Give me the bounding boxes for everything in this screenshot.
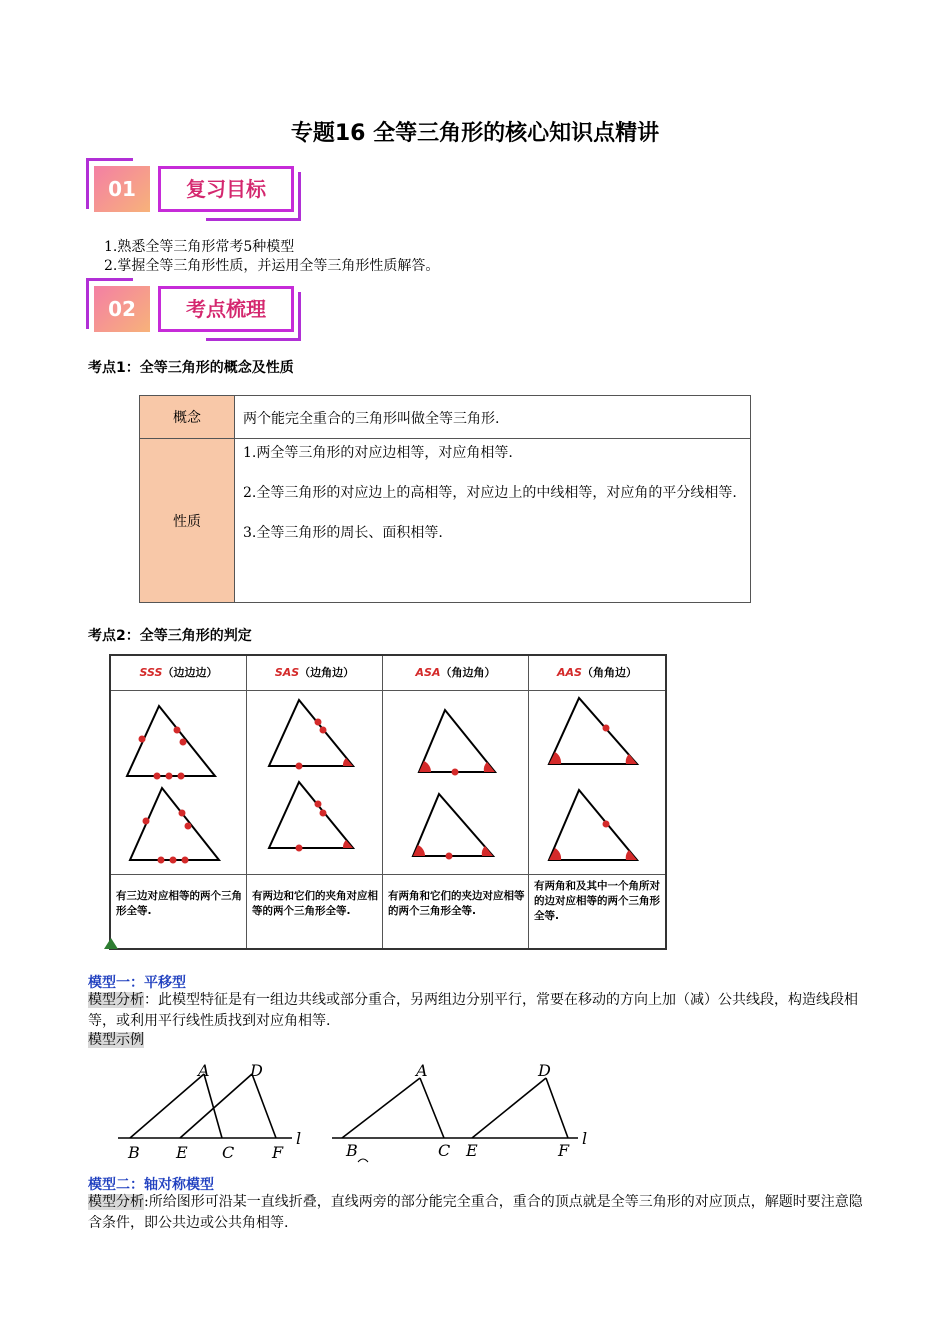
green-marker-icon: [104, 938, 118, 949]
criteria-description: 有两角和它们的夹边对应相等的两个三角形全等.: [383, 874, 528, 948]
label-A: A: [416, 1061, 428, 1080]
concept-property-table: [139, 395, 751, 603]
criteria-column-sas: [247, 656, 383, 948]
label-C: C: [222, 1143, 235, 1162]
property-key: 性质: [140, 439, 235, 603]
badge-label: 考点梳理: [158, 286, 294, 332]
analysis-text: ：此模型特征是有一组边共线或部分重合，另两组边分别平行，常要在移动的方向上加（减）公共线段，构造线段相等，或利用平行线性质找到对应角相等.: [88, 992, 858, 1029]
asa-triangles-icon: [383, 690, 529, 874]
sas-triangles-icon: [247, 690, 383, 874]
criteria-header: SSS（边边边）: [111, 656, 246, 691]
sss-triangles-icon: [111, 690, 247, 874]
property-item: 3.全等三角形的周长、面积相等.: [243, 525, 443, 541]
model1-analysis: [88, 990, 864, 1032]
page-title: 专题16 全等三角形的核心知识点精讲: [290, 121, 660, 146]
label-D: D: [250, 1061, 263, 1080]
model2-title: 模型二：轴对称模型: [88, 1177, 214, 1193]
model1-example-label: 模型示例: [88, 1032, 144, 1048]
criteria-column-sss: [111, 656, 247, 948]
criteria-description: 有两边和它们的夹角对应相等的两个三角形全等.: [247, 874, 382, 948]
label-l: l: [582, 1129, 588, 1148]
label-A: A: [198, 1061, 210, 1080]
analysis-label: 模型分析: [88, 992, 144, 1008]
point1-title: 考点1：全等三角形的概念及性质: [88, 360, 294, 376]
goal-item: 2.掌握全等三角形性质，并运用全等三角形性质解答。: [104, 258, 440, 274]
label-E: E: [466, 1141, 478, 1160]
label-l: l: [296, 1129, 302, 1148]
badge-number: 01: [94, 166, 150, 212]
badge-number: 02: [94, 286, 150, 332]
criteria-description: 有三边对应相等的两个三角形全等.: [111, 874, 246, 948]
criteria-column-aas: [529, 656, 665, 948]
section-badge-key-points: [86, 278, 304, 344]
analysis-label: 模型分析: [88, 1194, 144, 1210]
concept-value: 两个能完全重合的三角形叫做全等三角形.: [235, 396, 751, 439]
label-E: E: [176, 1143, 188, 1162]
badge-label: 复习目标: [158, 166, 294, 212]
property-item: 2.全等三角形的对应边上的高相等，对应边上的中线相等，对应角的平分线相等.: [243, 485, 737, 501]
congruence-criteria-table: [109, 654, 667, 950]
section-badge-review-goals: [86, 158, 304, 224]
criteria-column-asa: [383, 656, 529, 948]
label-D: D: [538, 1061, 551, 1080]
aas-triangles-icon: [529, 690, 665, 874]
point2-title: 考点2：全等三角形的判定: [88, 628, 252, 644]
criteria-header: AAS（角角边）: [529, 656, 665, 691]
label-F: F: [558, 1141, 570, 1160]
translation-model-figures: [110, 1058, 630, 1168]
model1-title: 模型一：平移型: [88, 975, 186, 991]
criteria-header: ASA（角边角）: [383, 656, 528, 691]
label-F: F: [272, 1143, 284, 1162]
criteria-description: 有两角和及其中一个角所对的边对应相等的两个三角形全等.: [529, 874, 665, 948]
label-B: B: [128, 1143, 140, 1162]
analysis-text: :所给图形可沿某一直线折叠，直线两旁的部分能完全重合，重合的顶点就是全等三角形的对应顶点，解题时要注意隐含条件，即公共边或公共角相等.: [88, 1194, 863, 1231]
concept-key: 概念: [140, 396, 235, 439]
property-value: [235, 439, 751, 603]
criteria-header: SAS（边角边）: [247, 656, 382, 691]
goal-item: 1.熟悉全等三角形常考5种模型: [104, 239, 295, 255]
label-C: C: [438, 1141, 451, 1160]
label-B: B: [346, 1141, 358, 1160]
model2-analysis: [88, 1192, 864, 1234]
property-item: 1.两全等三角形的对应边相等，对应角相等.: [243, 445, 513, 461]
